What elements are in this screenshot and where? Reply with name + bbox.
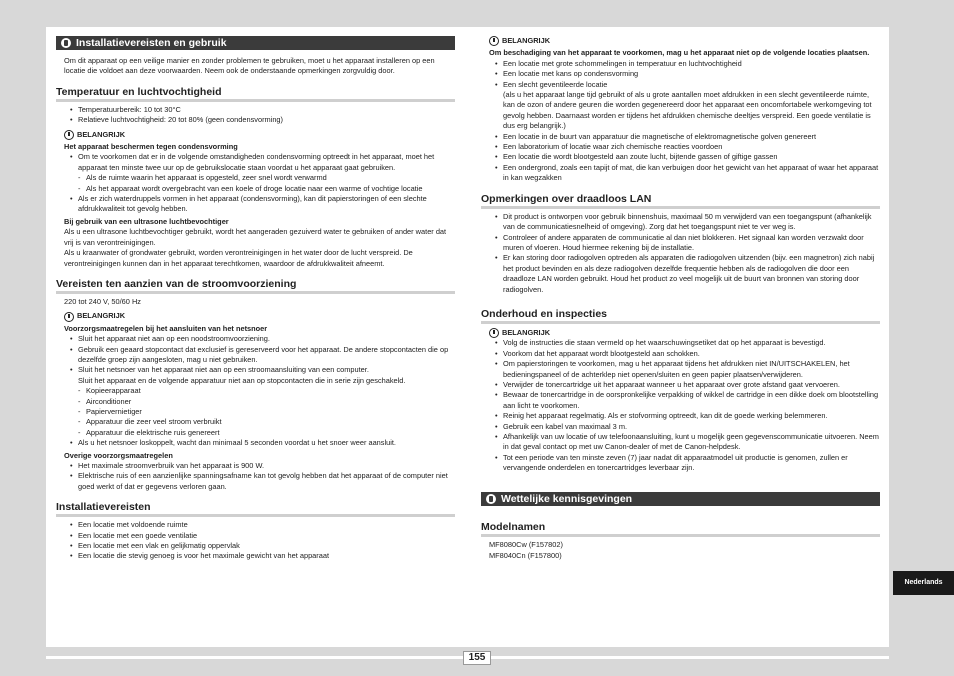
important-text: BELANGRIJK (502, 36, 551, 45)
damage-title: Om beschadiging van het apparaat te voorkomen, mag u het apparaat niet op de volgende locaties plaatsen. (489, 48, 870, 58)
list-item: • Om papierstoringen te voorkomen, mag u het apparaat tijdens het afdrukken niet IN/UITSCHAKELEN, het bedieningspaneel of de achterklep niet openen/sluiten en geen papier plaatsen/verwijderen. (495, 359, 880, 380)
install-list (56, 520, 455, 562)
important-text: BELANGRIJK (77, 129, 126, 139)
wlan-list (481, 212, 880, 295)
list-item: • Het maximale stroomverbruik van het apparaat is 900 W. (70, 461, 455, 471)
list-item: • Een locatie die wordt blootgesteld aan zoute lucht, bijtende gassen of giftige gassen (495, 152, 880, 162)
list-item: • Een locatie met voldoende ruimte (70, 520, 455, 530)
list-item: - Als het apparaat wordt overgebracht van een koele of droge locatie naar een warme of vochtige locatie (78, 184, 455, 194)
language-tab[interactable]: Nederlands (893, 571, 954, 595)
list-item: - Airconditioner (78, 397, 455, 407)
list-item: • Sluit het apparaat niet aan op een noodstroomvoorziening. (70, 334, 455, 344)
heading-wireless-lan: Opmerkingen over draadloos LAN (481, 194, 880, 209)
condensation-list (56, 152, 455, 173)
right-column (481, 36, 880, 561)
list-item-text: Sluit het apparaat en de volgende apparatuur niet aan op stopcontacten die in serie zijn geschakeld. (78, 375, 406, 385)
important-icon (489, 36, 499, 46)
other-precaution-list (56, 461, 455, 492)
power-spec: 220 tot 240 V, 50/60 Hz (64, 296, 141, 306)
list-item: - Papiervernietiger (78, 407, 455, 417)
list-item: • Controleer of andere apparaten de communicatie al dan niet blokkeren. Het signaal kan worden verzwakt door muren of vloeren. Houd hiermee rekening bij de installatie. (495, 233, 880, 254)
list-item: • Een locatie in de buurt van apparatuur die magnetische of elektromagnetische golven genereert (495, 132, 880, 142)
list-item: • Gebruik een kabel van maximaal 3 m. (495, 422, 880, 432)
list-item: • Volg de instructies die staan vermeld op het waarschuwingsetiket dat op het apparaat is bevestigd. (495, 338, 880, 348)
list-item: • Dit product is ontworpen voor gebruik binnenshuis, maximaal 50 m verwijderd van een toegangspunt (afhankelijk van de communicatiesnelheid of omgeving). Zorg dat het toegangspunt niet te ver weg is. (495, 212, 880, 233)
heading-maintenance: Onderhoud en inspecties (481, 309, 880, 324)
ultrasonic-title: Bij gebruik van een ultrasone luchtbevochtiger (64, 216, 229, 226)
heading-model-names: Modelnamen (481, 522, 880, 537)
power-list-2 (56, 438, 455, 448)
important-icon (64, 312, 74, 322)
list-item: - Apparatuur die zeer veel stroom verbruikt (78, 417, 455, 427)
list-item-text: Een slecht geventileerde locatie (503, 79, 608, 89)
condensation-list-2 (56, 194, 455, 215)
list-item: • Een locatie met een goede ventilatie (70, 531, 455, 541)
ultrasonic-text-1: Als u een ultrasone luchtbevochtiger gebruikt, wordt het aangeraden gezuiverd water te gebruiken of ander water dat vrij is van verontreinigingen. (64, 227, 447, 247)
model-name: MF8040Cn (F157800) (489, 551, 562, 561)
maintenance-list (481, 338, 880, 473)
banner-title: Wettelijke kennisgevingen (501, 492, 633, 505)
condensation-title: Het apparaat beschermen tegen condensvorming (64, 142, 238, 152)
power-precaution-title: Voorzorgsmaatregelen bij het aansluiten van het netsnoer (64, 323, 268, 333)
important-label (56, 130, 455, 140)
list-item: • Een locatie met kans op condensvorming (495, 69, 880, 79)
legal-banner (481, 492, 880, 506)
list-item: • Reinig het apparaat regelmatig. Als er stofvorming optreedt, kan dit de goede werking belemmeren. (495, 411, 880, 421)
page-number: 155 (463, 651, 491, 665)
banner-title: Installatievereisten en gebruik (76, 37, 227, 49)
list-item (495, 80, 880, 132)
list-item: • Verwijder de tonercartridge uit het apparaat wanneer u het apparaat over grote afstand gaat vervoeren. (495, 380, 880, 390)
important-label (481, 328, 880, 338)
list-item: • Gebruik een geaard stopcontact dat exclusief is gereserveerd voor het apparaat. De andere stopcontacten die op dezelfde groep zijn aangesloten, mag u niet gebruiken. (70, 345, 455, 366)
important-icon (64, 130, 74, 140)
section-icon (61, 38, 71, 48)
list-item: • Voorkom dat het apparaat wordt blootgesteld aan schokken. (495, 349, 880, 359)
list-item: • Een ondergrond, zoals een tapijt of mat, die kan verbuigen door het gewicht van het apparaat of waar het apparaat in kan wegzakken (495, 163, 880, 184)
list-item: • Elektrische ruis of een aanzienlijke spanningsafname kan tot gevolg hebben dat het apparaat of de computer niet goed werkt of dat er gegevens verloren gaan. (70, 471, 455, 492)
list-item: • Een laboratorium of locatie waar zich chemische reacties voordoen (495, 142, 880, 152)
heading-temperature: Temperatuur en luchtvochtigheid (56, 87, 455, 102)
important-label (481, 36, 880, 46)
list-item: - Als de ruimte waarin het apparaat is opgesteld, zeer snel wordt verwarmd (78, 173, 455, 183)
important-label (56, 311, 455, 321)
damage-list (481, 59, 880, 184)
important-icon (489, 328, 499, 338)
important-text: BELANGRIJK (502, 327, 551, 337)
list-item: - Apparatuur die elektrische ruis genereert (78, 428, 455, 438)
list-item: • Als er zich waterdruppels vormen in het apparaat (condensvorming), kan dit papierstoringen of een slechte afdrukkwaliteit tot gevolg hebben. (70, 194, 455, 215)
section-icon (486, 494, 496, 504)
list-item: • Temperatuurbereik: 10 tot 30°C (70, 105, 455, 115)
ventilation-note: (als u het apparaat lange tijd gebruikt of als u grote aantallen moet afdrukken in een slecht geventileerde ruimte, kan de ozon of andere geuren die worden gegenereerd door het apparaat een oncomfortabele werkomgeving tot gevolg hebben. Daarnaast worden er tijdens het afdrukken chemische deeltjes verspreid. Een goede ventilatie is dus erg belangrijk.) (503, 90, 872, 131)
list-item: • Afhankelijk van uw locatie of uw telefoonaansluiting, kunt u mogelijk geen gegevenscommunicatie uitvoeren. Neem in dat geval contact op met uw Canon-dealer of met de Canon-helpdesk. (495, 432, 880, 453)
list-item (70, 365, 455, 386)
power-dash-list (56, 386, 455, 438)
section-banner (56, 36, 455, 50)
important-text: BELANGRIJK (77, 311, 126, 321)
list-item: • Een locatie met een vlak en gelijkmatig oppervlak (70, 541, 455, 551)
list-item: • Om te voorkomen dat er in de volgende omstandigheden condensvorming optreedt in het apparaat, moet het apparaat ten minste twee uur op de gebruikslocatie staan voordat u het apparaat gaat gebruiken. (70, 152, 455, 173)
model-name: MF8080Cw (F157802) (489, 539, 563, 549)
list-item-text: Sluit het netsnoer van het apparaat niet aan op een stroomaansluiting van een computer. (78, 365, 369, 375)
list-item: • Als u het netsnoer loskoppelt, wacht dan minimaal 5 seconden voordat u het snoer weer aansluit. (70, 438, 455, 448)
list-item: • Tot een periode van ten minste zeven (7) jaar nadat dit apparaatmodel uit productie is genomen, zullen er vervangende onderdelen en tonercartridges leverbaar zijn. (495, 453, 880, 474)
power-list (56, 334, 455, 386)
list-item: • Bewaar de tonercartridge in de oorspronkelijke verpakking of wikkel de cartridge in een dikke doek om blootstelling aan licht te voorkomen. (495, 390, 880, 411)
ultrasonic-text-2: Als u kraanwater of grondwater gebruikt, worden verontreinigingen in het water door de lucht verspreid. De verontreinigingen kunnen dan in het apparaat terechtkomen, waardoor de afdrukkwaliteit afneemt. (64, 248, 413, 268)
heading-power: Vereisten ten aanzien van de stroomvoorziening (56, 279, 455, 294)
list-item: • Een locatie die stevig genoeg is voor het maximale gewicht van het apparaat (70, 551, 455, 561)
list-item: - Kopieerapparaat (78, 386, 455, 396)
other-precaution-title: Overige voorzorgsmaatregelen (64, 450, 173, 460)
list-item: • Relatieve luchtvochtigheid: 20 tot 80% (geen condensvorming) (70, 115, 455, 125)
heading-installation: Installatievereisten (56, 502, 455, 517)
condensation-dash-list (56, 173, 455, 194)
list-item: • Er kan storing door radiogolven optreden als apparaten die radiogolven uitzenden (bijv. een magnetron) zich nabij het product bevinden en als deze radiogolven dezelfde frequentie hebben als de radiogolven die door een draadloze LAN worden gebruikt. Houd het product zo veel mogelijk uit de buurt van bronnen van storing door radiogolven. (495, 253, 880, 295)
temp-list (56, 105, 455, 126)
left-column (56, 36, 455, 562)
list-item: • Een locatie met grote schommelingen in temperatuur en luchtvochtigheid (495, 59, 880, 69)
intro-text: Om dit apparaat op een veilige manier en zonder problemen te gebruiken, moet u het apparaat installeren op een locatie die voldoet aan deze voorwaarden. Neem ook de onderstaande opmerkingen zorgvuldig door. (64, 56, 435, 76)
